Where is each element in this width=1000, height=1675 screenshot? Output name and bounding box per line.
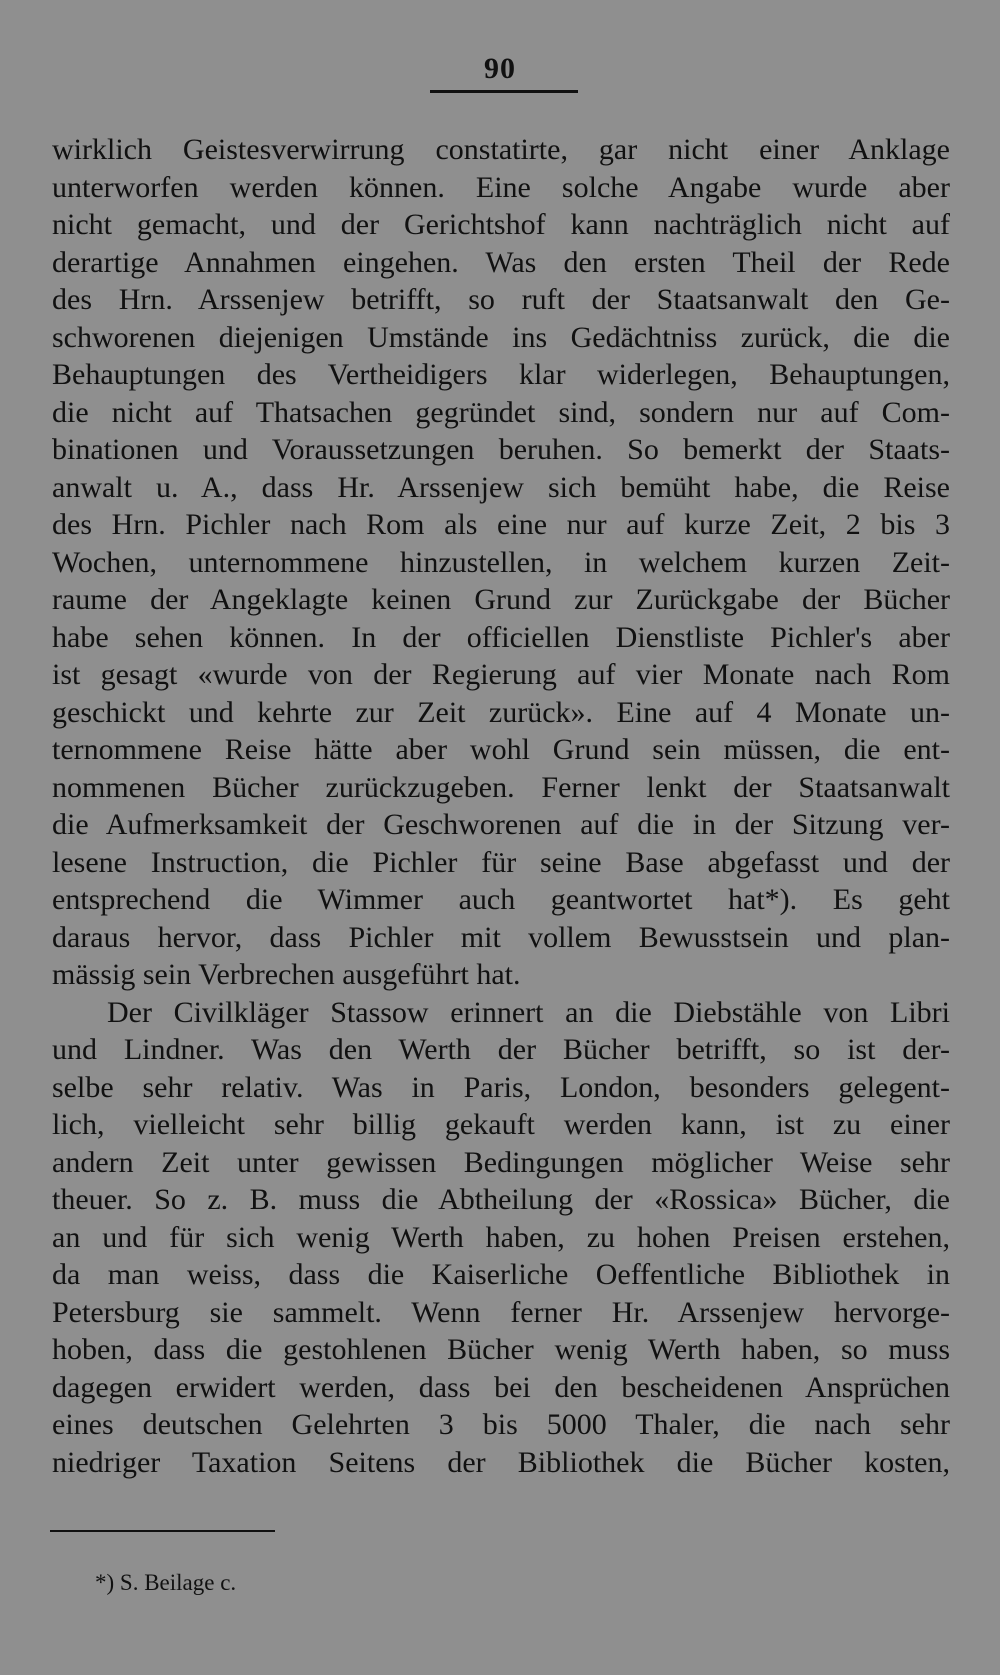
text-line: anwalt u. A., dass Hr. Arssenjew sich bemüht habe, die Reise [52,470,950,504]
text-line: entsprechend die Wimmer auch geantwortet hat*). Es geht [52,883,950,916]
text-line: da man weiss, dass die Kaiserliche Oeffentliche Bibliothek in [52,1258,950,1291]
text-line: nommenen Bücher zurückzugeben. Ferner lenkt der Staatsanwalt [52,770,950,804]
text-line: schworenen diejenigen Umstände ins Gedächtniss zurück, die die [52,320,950,354]
text-line: Behauptungen des Vertheidigers klar widerlegen, Behauptungen, [52,358,950,391]
footnote: *) S. Beilage c. [95,1570,237,1595]
text-line: theuer. So z. B. muss die Abtheilung der «Rossica» Bücher, die [52,1183,950,1216]
text-line: unterworfen werden können. Eine solche Angabe wurde aber [52,170,950,204]
text-line: eines deutschen Gelehrten 3 bis 5000 Thaler, die nach sehr [52,1408,950,1441]
text-line: andern Zeit unter gewissen Bedingungen möglicher Weise sehr [52,1145,950,1179]
text-line: binationen und Voraussetzungen beruhen. So bemerkt der Staats- [52,433,950,466]
text-line: dagegen erwidert werden, dass bei den bescheidenen Ansprüchen [52,1370,950,1404]
text-line: des Hrn. Pichler nach Rom als eine nur auf kurze Zeit, 2 bis 3 [52,508,950,541]
text-line: die nicht auf Thatsachen gegründet sind, sondern nur auf Com- [52,395,950,429]
text-line: die Aufmerksamkeit der Geschworenen auf die in der Sitzung ver- [52,808,950,841]
text-line: raume der Angeklagte keinen Grund zur Zurückgabe der Bücher [52,583,950,616]
text-line: und Lindner. Was den Werth der Bücher betrifft, so ist der- [52,1033,950,1066]
text-line: wirklich Geistesverwirrung constatirte, gar nicht einer Anklage [52,133,950,166]
text-line: ternommene Reise hätte aber wohl Grund sein müssen, die ent- [52,733,950,766]
text-line: niedriger Taxation Seitens der Bibliothek die Bücher kosten, [52,1445,950,1479]
text-line: hoben, dass die gestohlenen Bücher wenig Werth haben, so muss [52,1333,950,1366]
text-line: geschickt und kehrte zur Zeit zurück». Eine auf 4 Monate un- [52,695,950,729]
text-line: mässig sein Verbrechen ausgeführt hat. [52,958,521,991]
text-line: habe sehen können. In der officiellen Dienstliste Pichler's aber [52,620,950,654]
body-text [52,131,950,1481]
text-line: Der Civilkläger Stassow erinnert an die Diebstähle von Libri [107,995,950,1029]
text-line: daraus hervor, dass Pichler mit vollem Bewusstsein und plan- [52,920,950,954]
text-line: des Hrn. Arssenjew betrifft, so ruft der Staatsanwalt den Ge- [52,283,950,316]
text-line: selbe sehr relativ. Was in Paris, London, besonders gelegent- [52,1070,950,1104]
text-line: nicht gemacht, und der Gerichtshof kann nachträglich nicht auf [52,208,950,241]
text-line: an und für sich wenig Werth haben, zu hohen Preisen erstehen, [52,1220,950,1254]
footnote-rule [50,1530,275,1532]
text-line: lesene Instruction, die Pichler für seine Base abgefasst und der [52,845,950,879]
text-line: derartige Annahmen eingehen. Was den ersten Theil der Rede [52,245,950,279]
text-line: ist gesagt «wurde von der Regierung auf vier Monate nach Rom [52,658,950,691]
text-line: lich, vielleicht sehr billig gekauft werden kann, ist zu einer [52,1108,950,1141]
page-number: 90 [484,52,516,85]
header-rule [430,90,578,93]
text-line: Wochen, unternommene hinzustellen, in welchem kurzen Zeit- [52,545,950,579]
text-line: Petersburg sie sammelt. Wenn ferner Hr. Arssenjew hervorge- [52,1295,950,1329]
